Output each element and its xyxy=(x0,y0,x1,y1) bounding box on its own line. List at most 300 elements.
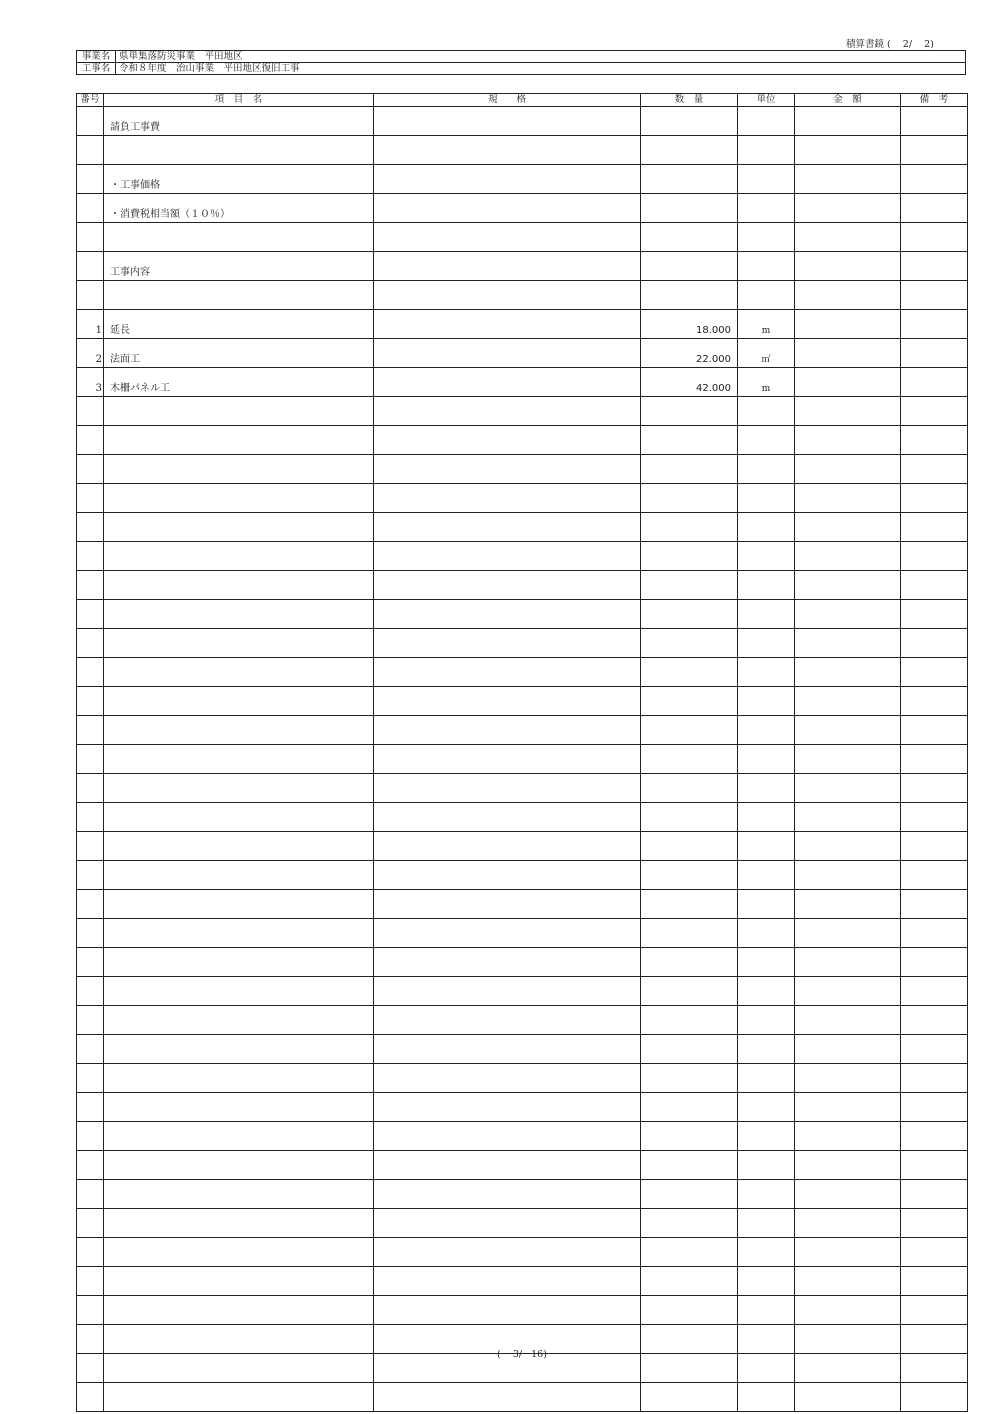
cell-qty xyxy=(641,890,738,919)
cell-spec xyxy=(374,1093,641,1122)
cell-item xyxy=(104,774,374,803)
cell-item xyxy=(104,426,374,455)
cell-spec xyxy=(374,1180,641,1209)
cell-spec xyxy=(374,1006,641,1035)
cell-qty-text: 42.000 xyxy=(696,383,731,394)
cell-qty xyxy=(641,832,738,861)
cell-amount xyxy=(795,1296,901,1325)
cell-item xyxy=(104,977,374,1006)
cell-spec xyxy=(374,426,641,455)
cell-item-text: 木柵パネル工 xyxy=(110,383,170,394)
cell-unit xyxy=(738,165,795,194)
cell-unit xyxy=(738,426,795,455)
cell-qty xyxy=(641,977,738,1006)
cell-qty xyxy=(641,339,738,368)
cell-spec xyxy=(374,1151,641,1180)
cell-no xyxy=(77,426,104,455)
cell-remarks xyxy=(901,1122,968,1151)
cell-unit xyxy=(738,542,795,571)
cell-qty xyxy=(641,919,738,948)
cell-qty xyxy=(641,484,738,513)
cell-item xyxy=(104,919,374,948)
cell-remarks xyxy=(901,832,968,861)
cell-amount xyxy=(795,977,901,1006)
cell-remarks xyxy=(901,919,968,948)
cell-no xyxy=(77,165,104,194)
cell-remarks xyxy=(901,600,968,629)
cell-item xyxy=(104,1180,374,1209)
cell-amount xyxy=(795,252,901,281)
cell-no xyxy=(77,223,104,252)
cell-item xyxy=(104,310,374,339)
cell-remarks xyxy=(901,1006,968,1035)
cell-remarks xyxy=(901,426,968,455)
cell-spec xyxy=(374,542,641,571)
cell-amount xyxy=(795,716,901,745)
cell-amount xyxy=(795,1151,901,1180)
cell-amount xyxy=(795,1383,901,1412)
cell-item xyxy=(104,455,374,484)
cell-spec xyxy=(374,107,641,136)
table-row xyxy=(77,745,968,774)
cell-unit xyxy=(738,687,795,716)
cell-remarks xyxy=(901,1296,968,1325)
cell-remarks xyxy=(901,194,968,223)
cell-remarks xyxy=(901,571,968,600)
cell-qty xyxy=(641,223,738,252)
cell-item xyxy=(104,687,374,716)
cell-amount xyxy=(795,687,901,716)
cell-remarks xyxy=(901,687,968,716)
cell-no xyxy=(77,861,104,890)
cell-qty xyxy=(641,1006,738,1035)
cell-item xyxy=(104,658,374,687)
table-row xyxy=(77,542,968,571)
cell-remarks xyxy=(901,716,968,745)
cell-spec xyxy=(374,919,641,948)
cell-no xyxy=(77,687,104,716)
cell-qty-text: 22.000 xyxy=(696,354,731,365)
cell-item xyxy=(104,136,374,165)
cell-qty xyxy=(641,1093,738,1122)
cell-unit xyxy=(738,136,795,165)
cell-spec xyxy=(374,745,641,774)
cell-no xyxy=(77,455,104,484)
cell-item xyxy=(104,890,374,919)
cell-no xyxy=(77,716,104,745)
cell-remarks xyxy=(901,1267,968,1296)
cell-spec xyxy=(374,136,641,165)
cell-spec xyxy=(374,774,641,803)
cell-no xyxy=(77,1180,104,1209)
cell-remarks xyxy=(901,890,968,919)
cell-remarks xyxy=(901,977,968,1006)
cell-item xyxy=(104,339,374,368)
cell-no xyxy=(77,542,104,571)
cell-remarks xyxy=(901,948,968,977)
cell-spec xyxy=(374,977,641,1006)
cell-remarks xyxy=(901,368,968,397)
cell-item-text: ・工事価格 xyxy=(110,180,160,191)
cell-unit xyxy=(738,861,795,890)
cell-spec xyxy=(374,281,641,310)
cell-amount xyxy=(795,107,901,136)
cell-item xyxy=(104,223,374,252)
cell-qty xyxy=(641,571,738,600)
cell-unit xyxy=(738,194,795,223)
cell-item xyxy=(104,1238,374,1267)
cell-item xyxy=(104,1296,374,1325)
cell-qty xyxy=(641,310,738,339)
table-row xyxy=(77,1267,968,1296)
cell-no-text: 1 xyxy=(95,325,102,336)
table-row xyxy=(77,629,968,658)
table-row xyxy=(77,1209,968,1238)
cell-remarks xyxy=(901,629,968,658)
cell-remarks xyxy=(901,1035,968,1064)
cell-remarks xyxy=(901,774,968,803)
cell-amount xyxy=(795,1122,901,1151)
cell-no xyxy=(77,1006,104,1035)
cell-remarks xyxy=(901,397,968,426)
cell-unit xyxy=(738,1209,795,1238)
table-row xyxy=(77,368,968,397)
cell-no xyxy=(77,339,104,368)
estimate-table xyxy=(76,93,968,1412)
table-row xyxy=(77,716,968,745)
col-header-item: 項 目 名 xyxy=(104,94,374,107)
cell-no xyxy=(77,484,104,513)
cell-amount xyxy=(795,1209,901,1238)
table-row xyxy=(77,571,968,600)
cell-qty xyxy=(641,397,738,426)
cell-amount xyxy=(795,339,901,368)
cell-spec xyxy=(374,1209,641,1238)
table-row xyxy=(77,281,968,310)
table-row xyxy=(77,513,968,542)
cell-spec xyxy=(374,716,641,745)
cell-no xyxy=(77,368,104,397)
construction-name-row xyxy=(77,63,966,75)
table-row xyxy=(77,977,968,1006)
cell-item-text: 工事内容 xyxy=(110,267,150,278)
cell-spec xyxy=(374,1383,641,1412)
cell-spec xyxy=(374,1238,641,1267)
table-row xyxy=(77,455,968,484)
cell-no xyxy=(77,977,104,1006)
cell-amount xyxy=(795,223,901,252)
table-row xyxy=(77,658,968,687)
cell-qty xyxy=(641,1296,738,1325)
cell-qty xyxy=(641,658,738,687)
table-row xyxy=(77,310,968,339)
cell-qty xyxy=(641,1267,738,1296)
table-row xyxy=(77,1122,968,1151)
cell-spec xyxy=(374,1296,641,1325)
cell-no xyxy=(77,658,104,687)
cell-remarks xyxy=(901,223,968,252)
cell-spec xyxy=(374,310,641,339)
table-row xyxy=(77,1064,968,1093)
cell-no xyxy=(77,194,104,223)
cell-unit xyxy=(738,339,795,368)
cell-qty xyxy=(641,455,738,484)
cell-no xyxy=(77,1238,104,1267)
cell-no xyxy=(77,1151,104,1180)
cell-spec xyxy=(374,484,641,513)
cell-spec xyxy=(374,165,641,194)
cell-no xyxy=(77,513,104,542)
cell-spec xyxy=(374,1122,641,1151)
cell-qty xyxy=(641,861,738,890)
cell-amount xyxy=(795,658,901,687)
cell-amount xyxy=(795,484,901,513)
cell-qty xyxy=(641,1151,738,1180)
cell-amount xyxy=(795,136,901,165)
cell-spec xyxy=(374,252,641,281)
cell-unit xyxy=(738,1093,795,1122)
document-label: 積算書鏡 ( 2/ 2) xyxy=(846,39,934,50)
cell-unit xyxy=(738,658,795,687)
cell-unit xyxy=(738,1383,795,1412)
cell-amount xyxy=(795,745,901,774)
cell-qty xyxy=(641,368,738,397)
cell-no xyxy=(77,281,104,310)
cell-spec xyxy=(374,861,641,890)
cell-no xyxy=(77,1383,104,1412)
cell-spec xyxy=(374,455,641,484)
cell-item xyxy=(104,1151,374,1180)
cell-item xyxy=(104,281,374,310)
cell-spec xyxy=(374,1035,641,1064)
cell-spec xyxy=(374,1064,641,1093)
cell-remarks xyxy=(901,513,968,542)
cell-qty xyxy=(641,513,738,542)
cell-remarks xyxy=(901,281,968,310)
cell-qty xyxy=(641,1035,738,1064)
cell-qty xyxy=(641,252,738,281)
table-row xyxy=(77,1006,968,1035)
cell-qty xyxy=(641,1238,738,1267)
cell-qty xyxy=(641,629,738,658)
table-row xyxy=(77,252,968,281)
table-row xyxy=(77,861,968,890)
cell-amount xyxy=(795,1267,901,1296)
cell-qty xyxy=(641,1122,738,1151)
cell-remarks xyxy=(901,455,968,484)
cell-no xyxy=(77,1267,104,1296)
cell-unit xyxy=(738,1122,795,1151)
cell-no xyxy=(77,1296,104,1325)
col-header-spec: 規 格 xyxy=(374,94,641,107)
cell-item xyxy=(104,803,374,832)
cell-qty xyxy=(641,194,738,223)
cell-no xyxy=(77,107,104,136)
cell-no xyxy=(77,948,104,977)
table-row xyxy=(77,1238,968,1267)
cell-amount xyxy=(795,513,901,542)
cell-no xyxy=(77,803,104,832)
cell-item xyxy=(104,513,374,542)
cell-spec xyxy=(374,600,641,629)
cell-unit xyxy=(738,223,795,252)
cell-remarks xyxy=(901,658,968,687)
cell-item xyxy=(104,542,374,571)
cell-amount xyxy=(795,948,901,977)
cell-item xyxy=(104,1267,374,1296)
cell-item xyxy=(104,1122,374,1151)
cell-remarks xyxy=(901,1180,968,1209)
cell-amount xyxy=(795,803,901,832)
cell-remarks xyxy=(901,861,968,890)
table-row xyxy=(77,1035,968,1064)
cell-amount xyxy=(795,281,901,310)
project-name-row xyxy=(77,51,966,63)
cell-spec xyxy=(374,571,641,600)
cell-qty xyxy=(641,426,738,455)
cell-spec xyxy=(374,1267,641,1296)
table-row xyxy=(77,1093,968,1122)
cell-remarks xyxy=(901,1209,968,1238)
cell-amount xyxy=(795,165,901,194)
cell-unit-text: m xyxy=(761,384,771,394)
cell-item xyxy=(104,571,374,600)
project-header xyxy=(76,50,966,75)
col-header-remarks: 備 考 xyxy=(901,94,968,107)
col-header-no: 番号 xyxy=(77,94,104,107)
cell-unit xyxy=(738,1035,795,1064)
cell-unit xyxy=(738,977,795,1006)
cell-unit xyxy=(738,1006,795,1035)
cell-amount xyxy=(795,455,901,484)
cell-remarks xyxy=(901,165,968,194)
cell-unit xyxy=(738,803,795,832)
cell-spec xyxy=(374,948,641,977)
cell-no xyxy=(77,397,104,426)
cell-remarks xyxy=(901,1383,968,1412)
cell-no xyxy=(77,1122,104,1151)
cell-item xyxy=(104,745,374,774)
cell-amount xyxy=(795,629,901,658)
cell-amount xyxy=(795,832,901,861)
table-row xyxy=(77,194,968,223)
cell-amount xyxy=(795,1180,901,1209)
cell-item xyxy=(104,1209,374,1238)
construction-name-value: 令和８年度 治山事業 平田地区復旧工事 xyxy=(116,63,966,75)
table-row xyxy=(77,803,968,832)
cell-unit xyxy=(738,1296,795,1325)
table-row xyxy=(77,919,968,948)
cell-amount xyxy=(795,1238,901,1267)
cell-remarks xyxy=(901,136,968,165)
table-row xyxy=(77,687,968,716)
cell-item xyxy=(104,948,374,977)
cell-unit xyxy=(738,774,795,803)
cell-unit xyxy=(738,890,795,919)
table-header-row xyxy=(77,94,968,107)
cell-unit xyxy=(738,107,795,136)
cell-qty xyxy=(641,745,738,774)
table-row xyxy=(77,426,968,455)
cell-unit xyxy=(738,832,795,861)
cell-spec xyxy=(374,629,641,658)
cell-unit xyxy=(738,1238,795,1267)
cell-item xyxy=(104,107,374,136)
table-row xyxy=(77,397,968,426)
table-body xyxy=(77,107,968,1412)
cell-amount xyxy=(795,600,901,629)
cell-qty xyxy=(641,687,738,716)
cell-remarks xyxy=(901,1151,968,1180)
cell-item xyxy=(104,1006,374,1035)
cell-unit xyxy=(738,252,795,281)
cell-amount xyxy=(795,1093,901,1122)
cell-spec xyxy=(374,513,641,542)
cell-amount xyxy=(795,368,901,397)
cell-no xyxy=(77,919,104,948)
cell-item xyxy=(104,397,374,426)
table-row xyxy=(77,107,968,136)
cell-unit xyxy=(738,368,795,397)
cell-remarks xyxy=(901,542,968,571)
cell-item xyxy=(104,1035,374,1064)
col-header-qty: 数 量 xyxy=(641,94,738,107)
cell-item-text: 延長 xyxy=(110,325,130,336)
cell-qty xyxy=(641,1064,738,1093)
cell-item xyxy=(104,165,374,194)
cell-no-text: 2 xyxy=(95,354,102,365)
table-row xyxy=(77,165,968,194)
cell-qty xyxy=(641,281,738,310)
cell-amount xyxy=(795,861,901,890)
cell-amount xyxy=(795,310,901,339)
cell-qty xyxy=(641,542,738,571)
cell-unit xyxy=(738,455,795,484)
cell-remarks xyxy=(901,745,968,774)
table-row xyxy=(77,136,968,165)
cell-unit xyxy=(738,629,795,658)
cell-amount xyxy=(795,1006,901,1035)
cell-remarks xyxy=(901,107,968,136)
cell-item xyxy=(104,252,374,281)
cell-no xyxy=(77,252,104,281)
table-row xyxy=(77,223,968,252)
cell-no xyxy=(77,600,104,629)
cell-no xyxy=(77,832,104,861)
cell-spec xyxy=(374,803,641,832)
table-row xyxy=(77,339,968,368)
cell-no xyxy=(77,1064,104,1093)
cell-item xyxy=(104,1383,374,1412)
cell-unit xyxy=(738,716,795,745)
cell-spec xyxy=(374,339,641,368)
cell-qty-text: 18.000 xyxy=(696,325,731,336)
cell-item-text: 法面工 xyxy=(110,354,140,365)
cell-unit-text: ㎡ xyxy=(761,355,771,365)
cell-amount xyxy=(795,571,901,600)
cell-remarks xyxy=(901,1093,968,1122)
cell-amount xyxy=(795,194,901,223)
project-name-label: 事業名 xyxy=(77,51,116,63)
cell-no xyxy=(77,745,104,774)
cell-qty xyxy=(641,600,738,629)
cell-item xyxy=(104,1093,374,1122)
cell-unit xyxy=(738,948,795,977)
cell-remarks xyxy=(901,484,968,513)
cell-unit xyxy=(738,1180,795,1209)
cell-remarks xyxy=(901,1064,968,1093)
cell-remarks xyxy=(901,803,968,832)
